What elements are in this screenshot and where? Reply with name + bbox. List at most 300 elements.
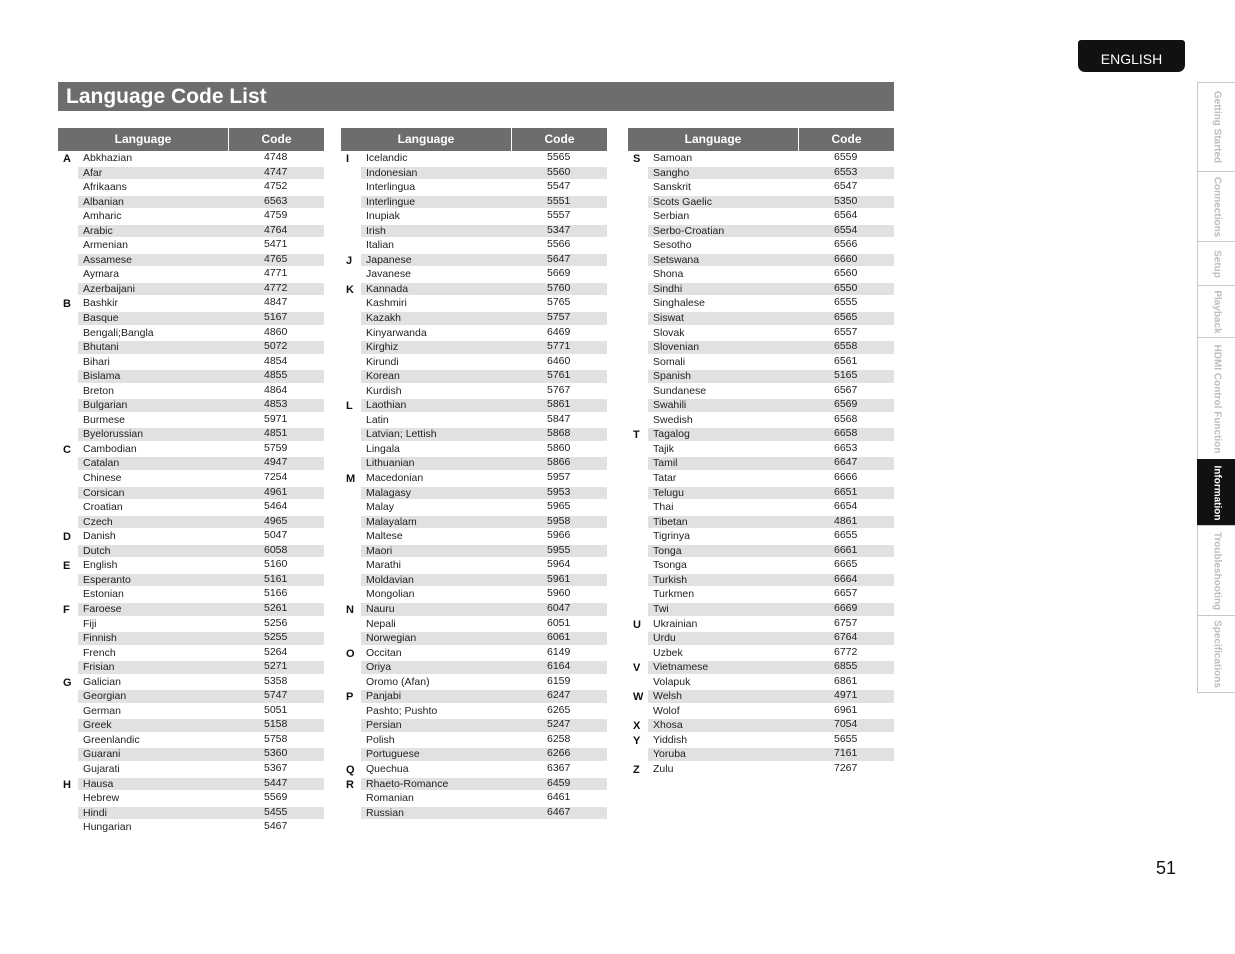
language-name: Cambodian <box>83 442 137 455</box>
language-name: Hebrew <box>83 792 120 805</box>
language-name: Gujarati <box>83 762 120 775</box>
language-code: 6058 <box>264 543 288 556</box>
section-tabs <box>1197 82 1235 693</box>
table-row <box>341 340 607 355</box>
language-name: Greenlandic <box>83 733 140 746</box>
language-code: 5167 <box>264 311 288 324</box>
language-name: Amharic <box>83 210 122 223</box>
header-language: Language <box>58 128 229 151</box>
table-row <box>341 500 607 515</box>
table-row <box>341 573 607 588</box>
language-name: Bashkir <box>83 297 119 310</box>
language-code: 5360 <box>264 747 288 760</box>
language-name: Bislama <box>83 370 121 383</box>
side-tab-label: Troubleshooting <box>1211 531 1222 610</box>
index-letter: G <box>63 676 72 689</box>
table-row <box>58 544 324 559</box>
side-tab-information[interactable] <box>1197 459 1235 525</box>
table-row <box>58 704 324 719</box>
language-name: Tagalog <box>653 428 690 441</box>
table-row <box>628 180 894 195</box>
table-row <box>58 471 324 486</box>
language-name: Sundanese <box>653 384 707 397</box>
table-row <box>341 558 607 573</box>
table-row <box>628 253 894 268</box>
index-letter: A <box>63 153 71 165</box>
language-code: 5669 <box>547 267 571 280</box>
table-row <box>58 224 324 239</box>
table-row <box>58 267 324 282</box>
language-code: 5966 <box>547 529 571 542</box>
table-row <box>341 195 607 210</box>
language-code: 6651 <box>834 485 858 498</box>
language-name: Serbian <box>653 210 690 223</box>
language-code: 5455 <box>264 805 288 818</box>
language-code: 6666 <box>834 471 858 484</box>
index-letter: U <box>633 618 641 631</box>
table-row <box>628 282 894 297</box>
language-code: 5551 <box>547 194 571 207</box>
language-code: 6164 <box>547 660 571 673</box>
table-body <box>341 151 607 820</box>
table-row <box>341 515 607 530</box>
table-row <box>628 340 894 355</box>
table-row <box>341 151 607 166</box>
language-name: Scots Gaelic <box>653 195 712 208</box>
language-name: Arabic <box>83 224 113 237</box>
language-name: Setswana <box>653 253 700 266</box>
language-name: Croatian <box>83 501 123 514</box>
language-code: 5757 <box>547 311 571 324</box>
language-name: Zulu <box>653 762 674 775</box>
table-row <box>628 617 894 632</box>
language-name: Bulgarian <box>83 399 128 412</box>
language-code: 5467 <box>264 820 288 833</box>
table-row <box>628 456 894 471</box>
language-name: German <box>83 704 121 717</box>
language-code: 6669 <box>834 601 858 614</box>
table-row <box>58 340 324 355</box>
language-code: 6461 <box>547 791 571 804</box>
table-row <box>341 617 607 632</box>
header-code: Code <box>261 132 292 146</box>
language-name: Burmese <box>83 413 126 426</box>
table-row <box>341 326 607 341</box>
table-row <box>341 704 607 719</box>
index-letter: H <box>63 778 71 791</box>
table-row <box>58 791 324 806</box>
language-name: Czech <box>83 515 113 528</box>
language-code: 5165 <box>834 369 858 382</box>
language-name: Singhalese <box>653 297 705 310</box>
language-code: 4771 <box>264 267 288 280</box>
table-row <box>58 413 324 428</box>
table-row <box>58 195 324 210</box>
language-code: 6569 <box>834 398 858 411</box>
table-row <box>628 602 894 617</box>
language-code: 5471 <box>264 238 288 251</box>
language-name: Sindhi <box>653 282 683 295</box>
table-row <box>628 209 894 224</box>
language-name: Thai <box>653 501 674 514</box>
language-name: Javanese <box>366 268 411 281</box>
language-name: Samoan <box>653 152 693 164</box>
table-row <box>58 326 324 341</box>
table-row <box>58 311 324 326</box>
language-code: 4854 <box>264 354 288 367</box>
language-code: 4855 <box>264 369 288 382</box>
table-row <box>58 529 324 544</box>
language-code: 6658 <box>834 427 858 440</box>
language-name: Laothian <box>366 399 407 412</box>
language-name: French <box>83 646 116 659</box>
language-name: Slovenian <box>653 341 700 354</box>
table-row <box>341 777 607 792</box>
tabs-divider <box>1197 692 1235 693</box>
language-name: Tsonga <box>653 559 687 572</box>
table-row <box>628 166 894 181</box>
language-code: 6547 <box>834 180 858 193</box>
side-tab-hdmi-control-function[interactable] <box>1197 337 1235 459</box>
table-row <box>341 166 607 181</box>
language-name: Persian <box>366 719 402 732</box>
language-code: 4747 <box>264 165 288 178</box>
side-tab-specifications[interactable] <box>1197 615 1235 692</box>
language-name: Kannada <box>366 282 409 295</box>
language-code: 4748 <box>264 151 288 163</box>
language-code: 5569 <box>264 791 288 804</box>
language-code: 6051 <box>547 616 571 629</box>
language-name: Interlingua <box>366 181 416 194</box>
language-name: Tajik <box>653 442 675 455</box>
table-row <box>341 442 607 457</box>
language-code: 6367 <box>547 761 571 774</box>
language-name: Volapuk <box>653 675 691 688</box>
language-code: 5447 <box>264 776 288 789</box>
language-code: 4961 <box>264 485 288 498</box>
language-code: 5965 <box>547 500 571 513</box>
language-name: Telugu <box>653 486 684 499</box>
language-name: Dutch <box>83 544 111 557</box>
language-name: Serbo-Croatian <box>653 224 725 237</box>
table-row <box>628 427 894 442</box>
language-name: Bengali;Bangla <box>83 326 154 339</box>
language-name: Azerbaijani <box>83 282 135 295</box>
header-language: Language <box>628 128 799 151</box>
language-code: 6565 <box>834 311 858 324</box>
language-code: 5464 <box>264 500 288 513</box>
language-code: 7254 <box>264 471 288 484</box>
table-row <box>341 355 607 370</box>
language-code: 4853 <box>264 398 288 411</box>
language-code: 5758 <box>264 732 288 745</box>
side-tab-playback[interactable] <box>1197 285 1235 337</box>
language-code: 6553 <box>834 165 858 178</box>
table-row <box>628 704 894 719</box>
table-row <box>628 442 894 457</box>
table-row <box>58 253 324 268</box>
language-code: 6149 <box>547 645 571 658</box>
language-table-3 <box>628 128 894 777</box>
language-code: 6861 <box>834 674 858 687</box>
language-code: 5166 <box>264 587 288 600</box>
table-row <box>628 587 894 602</box>
index-letter: B <box>63 298 71 311</box>
language-code: 5072 <box>264 340 288 353</box>
language-name: Vietnamese <box>653 661 709 674</box>
table-row <box>341 660 607 675</box>
language-name: Galician <box>83 675 121 688</box>
language-name: Malagasy <box>366 486 411 499</box>
table-row <box>341 762 607 777</box>
language-name: Latvian; Lettish <box>366 428 437 441</box>
language-name: Afar <box>83 166 103 179</box>
language-code: 6665 <box>834 558 858 571</box>
language-name: Slovak <box>653 326 685 339</box>
language-name: Interlingue <box>366 195 416 208</box>
language-name: Somali <box>653 355 686 368</box>
language-code: 5655 <box>834 732 858 745</box>
language-code: 6560 <box>834 267 858 280</box>
language-code: 6159 <box>547 674 571 687</box>
language-code: 6961 <box>834 703 858 716</box>
index-letter: I <box>346 153 350 165</box>
language-code: 6467 <box>547 805 571 818</box>
language-code: 5358 <box>264 674 288 687</box>
language-code: 6247 <box>547 689 571 702</box>
table-row <box>58 820 324 835</box>
language-code: 4965 <box>264 514 288 527</box>
language-code: 6258 <box>547 732 571 745</box>
index-letter: N <box>346 603 354 616</box>
index-letter: D <box>63 531 71 544</box>
table-row <box>341 180 607 195</box>
table-row <box>58 500 324 515</box>
table-row <box>58 587 324 602</box>
language-code: 5971 <box>264 412 288 425</box>
side-tab-connections[interactable] <box>1197 171 1235 241</box>
language-name: Guarani <box>83 748 121 761</box>
table-row <box>58 398 324 413</box>
table-row <box>628 718 894 733</box>
language-code: 4765 <box>264 252 288 265</box>
language-name: Twi <box>653 602 669 615</box>
language-code: 5961 <box>547 572 571 585</box>
language-code: 5868 <box>547 427 571 440</box>
table-row <box>58 646 324 661</box>
language-code: 5255 <box>264 631 288 644</box>
table-row <box>341 529 607 544</box>
language-name: Byelorussian <box>83 428 144 441</box>
language-code: 5557 <box>547 209 571 222</box>
language-name: Irish <box>366 224 386 237</box>
language-name: Indonesian <box>366 166 418 179</box>
page-number: 51 <box>1156 858 1177 878</box>
language-name: Kazakh <box>366 312 402 325</box>
language-code: 6647 <box>834 456 858 469</box>
language-code: 7161 <box>834 747 858 760</box>
language-name: Xhosa <box>653 719 683 732</box>
language-code: 6561 <box>834 354 858 367</box>
language-name: Swahili <box>653 399 687 412</box>
language-code: 5647 <box>547 252 571 265</box>
table-row <box>628 326 894 341</box>
table-row <box>58 777 324 792</box>
language-code: 4860 <box>264 325 288 338</box>
table-row <box>628 311 894 326</box>
table-row <box>341 602 607 617</box>
language-code: 4752 <box>264 180 288 193</box>
language-name: Marathi <box>366 559 402 572</box>
language-name: Fiji <box>83 617 97 630</box>
language-code: 5866 <box>547 456 571 469</box>
language-code: 5051 <box>264 703 288 716</box>
language-code: 5955 <box>547 543 571 556</box>
side-tab-label: Information <box>1211 465 1222 520</box>
language-name: Swedish <box>653 413 693 426</box>
table-row <box>628 355 894 370</box>
language-name: Corsican <box>83 486 125 499</box>
side-tab-setup[interactable] <box>1197 241 1235 285</box>
table-row <box>58 573 324 588</box>
table-row <box>628 398 894 413</box>
language-code: 4847 <box>264 296 288 309</box>
language-table-1 <box>58 128 324 835</box>
table-row <box>341 733 607 748</box>
language-name: Japanese <box>366 253 412 266</box>
language-name: Catalan <box>83 457 120 470</box>
table-row <box>628 296 894 311</box>
language-name: Mongolian <box>366 588 415 601</box>
language-name: Tibetan <box>653 515 688 528</box>
index-letter: M <box>346 473 356 486</box>
language-name: Wolof <box>653 704 680 717</box>
language-name: Nepali <box>366 617 396 630</box>
language-name: English <box>83 559 118 572</box>
language-code: 6654 <box>834 500 858 513</box>
language-name: Esperanto <box>83 573 131 586</box>
table-row <box>58 806 324 821</box>
table-row <box>58 355 324 370</box>
language-name: Panjabi <box>366 690 402 703</box>
table-row <box>628 558 894 573</box>
table-row <box>341 398 607 413</box>
table-row <box>58 282 324 297</box>
language-table-2 <box>341 128 607 820</box>
table-row <box>628 224 894 239</box>
language-name: Yoruba <box>653 748 686 761</box>
side-tab-getting-started[interactable] <box>1197 82 1235 171</box>
table-row <box>58 515 324 530</box>
language-name: Korean <box>366 370 400 383</box>
language-code: 7267 <box>834 761 858 774</box>
table-row <box>58 209 324 224</box>
language-name: Hindi <box>83 806 107 819</box>
language-name: Maori <box>366 544 393 557</box>
language-name: Tamil <box>653 457 678 470</box>
table-row <box>58 733 324 748</box>
side-tab-label: Getting Started <box>1211 90 1222 164</box>
table-row <box>58 151 324 166</box>
language-code: 5759 <box>264 441 288 454</box>
language-name: Russian <box>366 806 404 819</box>
table-row <box>628 369 894 384</box>
language-name: Kirghiz <box>366 341 399 354</box>
language-code: 4864 <box>264 383 288 396</box>
table-row <box>341 456 607 471</box>
language-name: Finnish <box>83 632 117 645</box>
language-name: Afrikaans <box>83 181 127 194</box>
side-tab-troubleshooting[interactable] <box>1197 525 1235 615</box>
index-letter: X <box>633 720 641 733</box>
language-code: 5847 <box>547 412 571 425</box>
language-code: 6550 <box>834 281 858 294</box>
language-code: 6047 <box>547 601 571 614</box>
language-code: 5960 <box>547 587 571 600</box>
language-code: 5160 <box>264 558 288 571</box>
language-code: 5747 <box>264 689 288 702</box>
language-name: Kinyarwanda <box>366 326 427 339</box>
language-code: 4851 <box>264 427 288 440</box>
language-code: 6555 <box>834 296 858 309</box>
language-code: 5860 <box>547 441 571 454</box>
language-code: 6558 <box>834 340 858 353</box>
table-row <box>58 166 324 181</box>
table-row <box>58 456 324 471</box>
table-row <box>341 267 607 282</box>
language-code: 6568 <box>834 412 858 425</box>
table-row <box>341 209 607 224</box>
language-code: 5261 <box>264 601 288 614</box>
table-row <box>341 718 607 733</box>
table-row <box>341 675 607 690</box>
index-letter: C <box>63 443 71 456</box>
language-name: Assamese <box>83 253 133 266</box>
table-row <box>58 660 324 675</box>
index-letter: J <box>346 254 353 267</box>
language-name: Oromo (Afan) <box>366 675 430 688</box>
language-name: Lithuanian <box>366 457 415 470</box>
language-name: Hungarian <box>83 821 132 834</box>
table-body <box>628 151 894 777</box>
language-code: 6855 <box>834 660 858 673</box>
index-letter: R <box>346 778 354 791</box>
table-row <box>58 296 324 311</box>
language-name: Bhutani <box>83 341 119 354</box>
table-row <box>628 515 894 530</box>
language-name: Icelandic <box>366 152 408 164</box>
header-code: Code <box>544 132 575 146</box>
table-row <box>58 718 324 733</box>
language-code: 7054 <box>834 718 858 731</box>
table-row <box>58 384 324 399</box>
language-code: 6664 <box>834 572 858 585</box>
language-name: Turkmen <box>653 588 695 601</box>
index-letter: F <box>63 603 70 616</box>
language-name: Turkish <box>653 573 688 586</box>
language-code: 6459 <box>547 776 571 789</box>
language-code: 5957 <box>547 471 571 484</box>
table-row <box>341 311 607 326</box>
language-name: Malayalam <box>366 515 417 528</box>
language-name: Breton <box>83 384 114 397</box>
table-row <box>341 253 607 268</box>
table-row <box>341 631 607 646</box>
language-code: 6772 <box>834 645 858 658</box>
language-name: Ukrainian <box>653 617 698 630</box>
index-letter: O <box>346 647 355 660</box>
header-code: Code <box>831 132 862 146</box>
